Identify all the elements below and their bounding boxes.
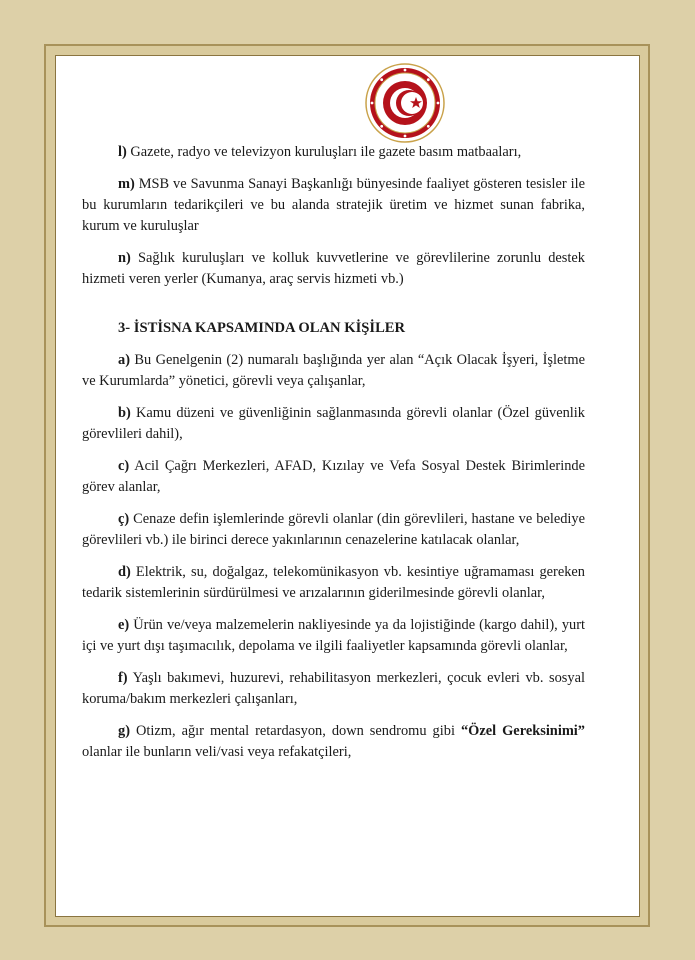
clause-label: c) [118,458,130,474]
clause-a [82,350,585,392]
clause-f [82,668,585,710]
clause-text: Kamu düzeni ve güvenliğinin sağlanmasında görevli olanlar (Özel güvenlik görevlileri dahil), [82,405,585,442]
clause-l [82,142,585,163]
clause-label: m) [118,176,135,192]
clause-text: Ürün ve/veya malzemelerin nakliyesinde ya da lojistiğinde (kargo dahil), yurt içi ve yurt dışı taşımacılık, depolama ve ilgili faaliyetler kapsamında görevli olanlar, [82,617,585,654]
clause-b [82,403,585,445]
clause-n [82,248,585,290]
clause-c-cedilla [82,509,585,551]
clause-text: Gazete, radyo ve televizyon kuruluşları ile gazete basım matbaaları, [126,144,522,160]
clause-d [82,562,585,604]
clause-g [82,721,585,763]
clause-label: a) [118,352,130,368]
clause-label: e) [118,617,130,633]
clause-label: f) [118,670,128,686]
clause-label: d) [118,564,131,580]
clause-text: MSB ve Savunma Sanayi Başkanlığı bünyesinde faaliyet gösteren tesisler ile bu kurumların tedarikçileri ve bu alanda stratejik üretim ve hizmet sunan fabrika, kurum ve kuruluşlar [82,176,585,234]
clause-label: g) [118,723,130,739]
clause-text: Bu Genelgenin (2) numaralı başlığında yer alan “Açık Olacak İşyeri, İşletme ve Kurumlarda” yönetici, görevli veya çalışanlar, [82,352,585,389]
clause-label: n) [118,250,131,266]
clause-text: Acil Çağrı Merkezleri, AFAD, Kızılay ve Vefa Sosyal Destek Birimlerinde görev alanlar, [82,458,585,495]
clause-text: Elektrik, su, doğalgaz, telekomünikasyon vb. kesintiye uğramaması gereken tedarik sistemlerinin sürdürülmesi ve arızalarının giderilmesinde görevli olanlar, [82,564,585,601]
document-body [82,142,585,774]
clause-text: Otizm, ağır mental retardasyon, down sendromu gibi [130,723,461,739]
clause-label: b) [118,405,131,421]
clause-emphasis: “Özel Gereksinimi” [460,723,585,739]
clause-label: l) [118,144,127,160]
clause-e [82,615,585,657]
clause-c [82,456,585,498]
section-heading: 3- İSTİSNA KAPSAMINDA OLAN KİŞİLER [118,320,406,336]
clause-text: Cenaze defin işlemlerinde görevli olanlar (din görevlileri, hastane ve belediye görevlileri vb.) ile birinci derece yakınlarının cenazelerine katılacak olanlar, [82,511,585,548]
clause-label: ç) [118,511,130,527]
clause-m [82,174,585,237]
clause-text-end: olanlar ile bunların veli/vasi veya refakatçileri, [82,744,352,760]
clause-text: Yaşlı bakımevi, huzurevi, rehabilitasyon merkezleri, çocuk evleri vb. sosyal koruma/bakım merkezleri çalışanları, [82,670,585,707]
clause-text: Sağlık kuruluşları ve kolluk kuvvetlerine ve görevlilerine zorunlu destek hizmeti veren yerler (Kumanya, araç servis hizmeti vb.) [82,250,585,287]
tbmm-emblem-icon [364,62,446,144]
